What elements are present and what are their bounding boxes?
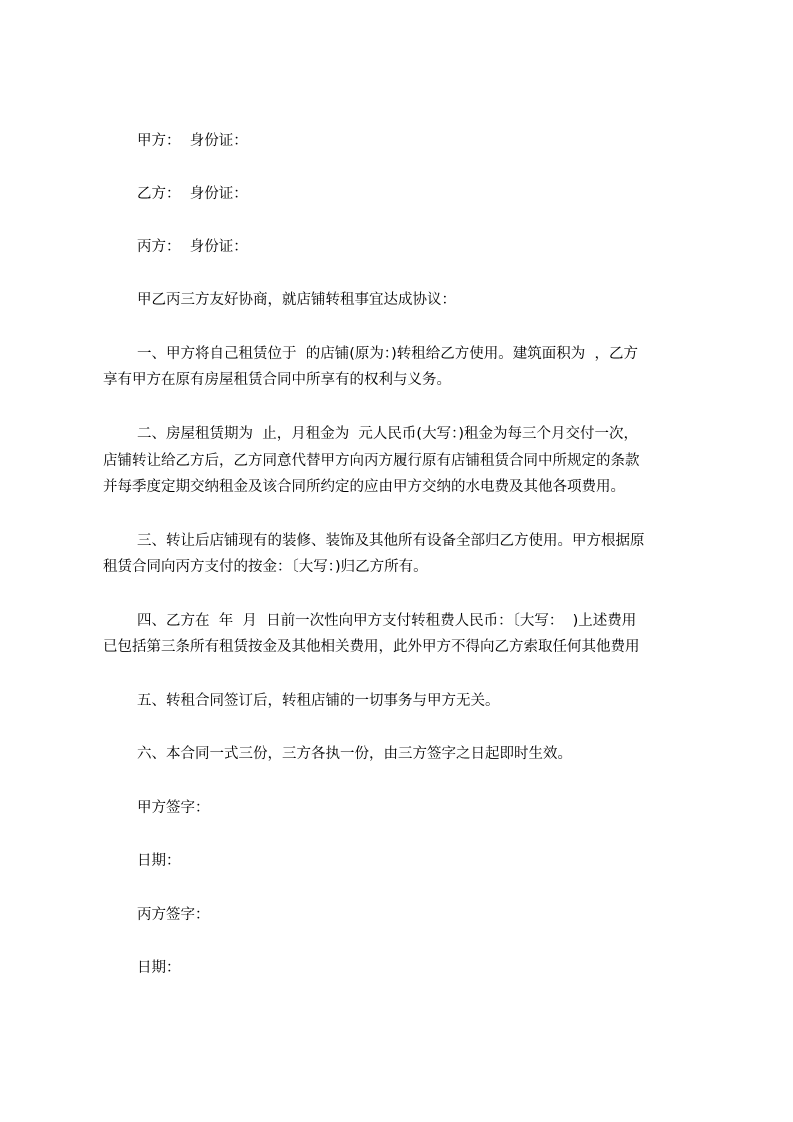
party-a-signature-label: 甲方签字： [137,800,210,816]
clause-4-line-1: 四、乙方在 年 月 日前一次性向甲方支付转租费人民币：〔大写： )上述费用 [137,613,637,629]
clause-2-line-1: 二、房屋租赁期为 止，月租金为 元人民币(大写：)租金为每三个月交付一次， [137,426,638,442]
clause-3-line-2: 租赁合同向丙方支付的按金：〔大写：)归乙方所有。 [103,559,428,575]
intro-paragraph: 甲乙丙三方友好协商，就店铺转租事宜达成协议： [137,292,456,308]
party-b-line: 乙方： 身份证： [137,186,248,202]
party-c-date-label: 日期： [137,960,181,976]
clause-1-line-2: 享有甲方在原有房屋租赁合同中所享有的权利与义务。 [103,372,451,388]
clause-2-line-2: 店铺转让给乙方后，乙方同意代替甲方向丙方履行原有店铺租赁合同中所规定的条款 [103,453,640,469]
party-a-date-label: 日期： [137,853,181,869]
clause-4-line-2: 已包括第三条所有租赁按金及其他相关费用，此外甲方不得向乙方索取任何其他费用 [103,639,640,655]
clause-3-line-1: 三、转让后店铺现有的装修、装饰及其他所有设备全部归乙方使用。甲方根据原 [137,533,645,549]
clause-1-line-1: 一、甲方将自己租赁位于 的店铺(原为：)转租给乙方使用。建筑面积为 ，乙方 [137,346,638,362]
clause-6-paragraph: 六、本合同一式三份，三方各执一份，由三方签字之日起即时生效。 [137,746,572,762]
clause-2-line-3: 并每季度定期交纳租金及该合同所约定的应由甲方交纳的水电费及其他各项费用。 [103,479,625,495]
clause-5-paragraph: 五、转租合同签订后，转租店铺的一切事务与甲方无关。 [137,693,500,709]
party-c-signature-label: 丙方签字： [137,907,210,923]
party-c-line: 丙方： 身份证： [137,239,248,255]
party-a-line: 甲方： 身份证： [137,133,248,149]
